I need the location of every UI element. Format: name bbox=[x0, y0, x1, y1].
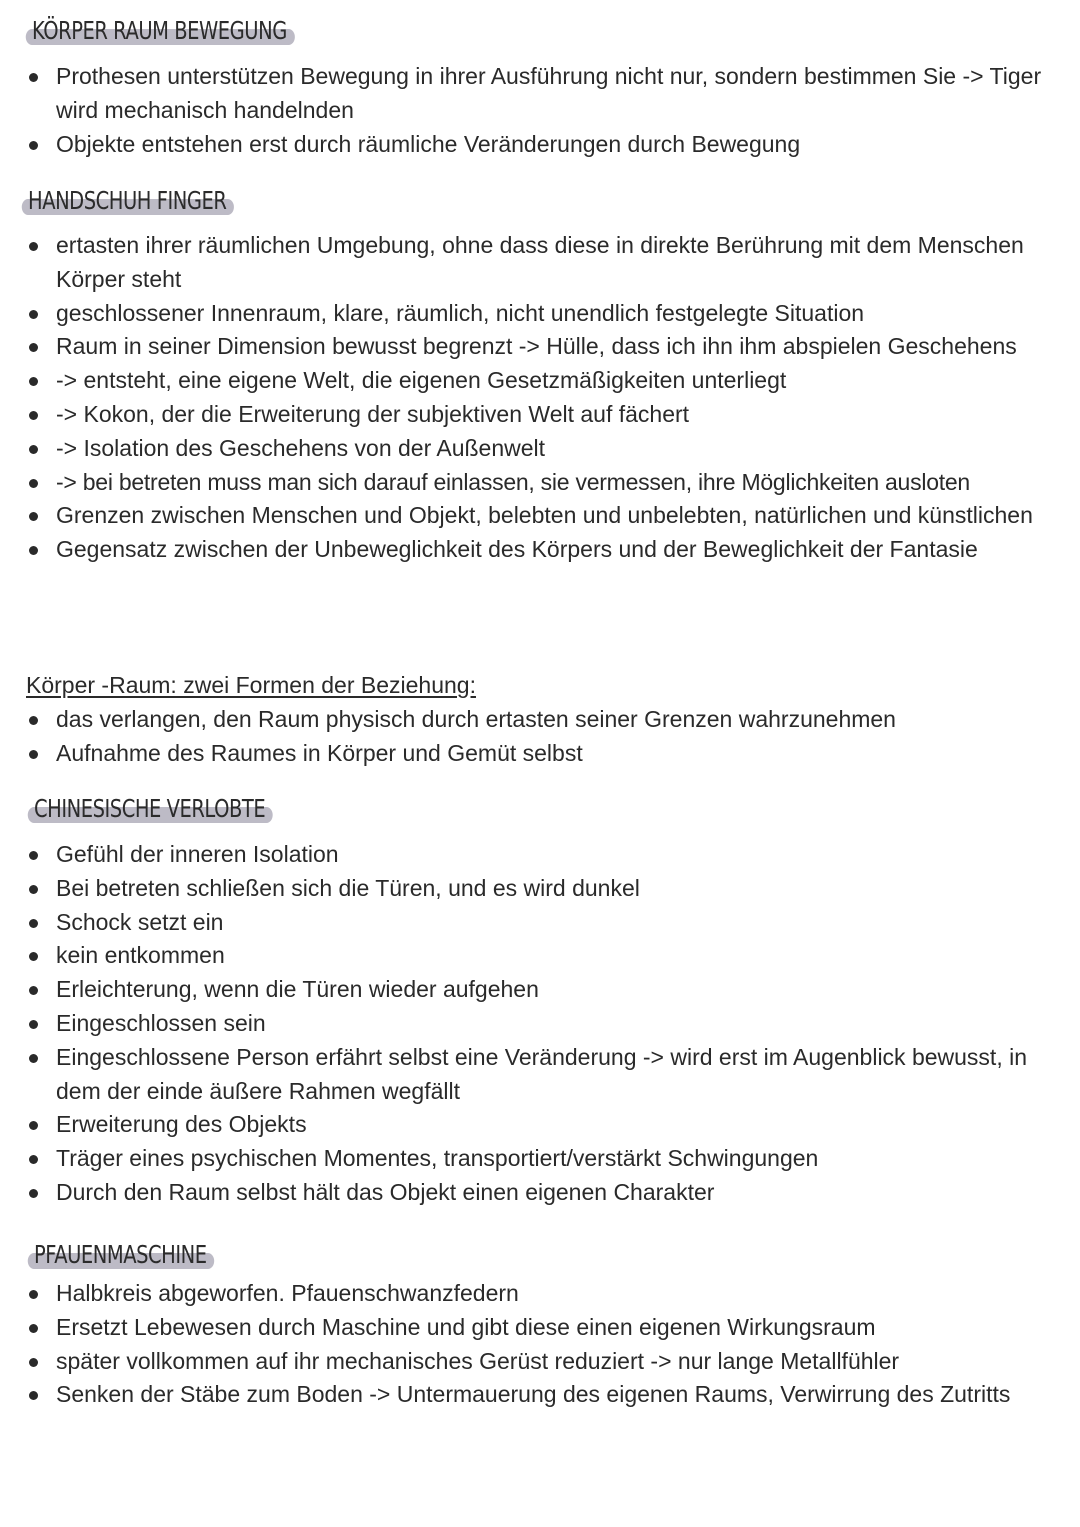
bullet-list-chinesische-verlobte bbox=[26, 838, 1076, 1210]
list-item: -> Isolation des Geschehens von der Außenwelt bbox=[26, 432, 1076, 466]
bullet-icon bbox=[29, 851, 38, 860]
list-item: Erweiterung des Objekts bbox=[26, 1108, 1076, 1142]
bullet-icon bbox=[29, 73, 38, 82]
bullet-icon bbox=[29, 242, 38, 251]
bullet-icon bbox=[29, 512, 38, 521]
list-item: Objekte entstehen erst durch räumliche Veränderungen durch Bewegung bbox=[26, 128, 1076, 162]
list-item: Schock setzt ein bbox=[26, 906, 1076, 940]
list-item: ertasten ihrer räumlichen Umgebung, ohne dass diese in direkte Berührung mit dem Menschen Körper steht bbox=[26, 229, 1076, 297]
list-item: Gegensatz zwischen der Unbeweglichkeit des Körpers und der Beweglichkeit der Fantasie bbox=[26, 533, 1076, 567]
heading-text: KÖRPER RAUM BEWEGUNG bbox=[32, 16, 287, 45]
bullet-icon bbox=[29, 343, 38, 352]
list-item: Aufnahme des Raumes in Körper und Gemüt selbst bbox=[26, 737, 1076, 771]
heading-text: CHINESISCHE VERLOBTE bbox=[34, 794, 266, 823]
list-item: -> Kokon, der die Erweiterung der subjektiven Welt auf fächert bbox=[26, 398, 1076, 432]
list-item: Erleichterung, wenn die Türen wieder aufgehen bbox=[26, 973, 1076, 1007]
list-item: Grenzen zwischen Menschen und Objekt, belebten und unbelebten, natürlichen und künstlichen bbox=[26, 499, 1076, 533]
bullet-icon bbox=[29, 377, 38, 386]
list-item: Gefühl der inneren Isolation bbox=[26, 838, 1076, 872]
section-heading-chinesische-verlobte bbox=[34, 794, 265, 824]
list-item: Senken der Stäbe zum Boden -> Untermauerung des eigenen Raums, Verwirrung des Zutritts bbox=[26, 1378, 1076, 1412]
bullet-icon bbox=[29, 1121, 38, 1130]
bullet-icon bbox=[29, 952, 38, 961]
list-item: Bei betreten schließen sich die Türen, und es wird dunkel bbox=[26, 872, 1076, 906]
section-heading-koerper-raum-bewegung bbox=[32, 16, 287, 46]
bullet-icon bbox=[29, 1324, 38, 1333]
list-item: später vollkommen auf ihr mechanisches Gerüst reduziert -> nur lange Metallfühler bbox=[26, 1345, 1076, 1379]
subheading-koerper-raum: Körper -Raum: zwei Formen der Beziehung: bbox=[26, 672, 476, 698]
bullet-icon bbox=[29, 716, 38, 725]
bullet-icon bbox=[29, 1020, 38, 1029]
list-item: -> entsteht, eine eigene Welt, die eigenen Gesetzmäßigkeiten unterliegt bbox=[26, 364, 1076, 398]
bullet-icon bbox=[29, 546, 38, 555]
bullet-icon bbox=[29, 1391, 38, 1400]
bullet-icon bbox=[29, 750, 38, 759]
list-item: Durch den Raum selbst hält das Objekt einen eigenen Charakter bbox=[26, 1176, 1076, 1210]
list-item: Träger eines psychischen Momentes, transportiert/verstärkt Schwingungen bbox=[26, 1142, 1076, 1176]
heading-text: HANDSCHUH FINGER bbox=[28, 186, 227, 215]
list-item: -> bei betreten muss man sich darauf einlassen, sie vermessen, ihre Möglichkeiten ausloten bbox=[26, 466, 1076, 500]
list-item: das verlangen, den Raum physisch durch ertasten seiner Grenzen wahrzunehmen bbox=[26, 703, 1076, 737]
bullet-icon bbox=[29, 1290, 38, 1299]
bullet-icon bbox=[29, 479, 38, 488]
list-item: kein entkommen bbox=[26, 939, 1076, 973]
bullet-list-handschuh-finger bbox=[26, 229, 1076, 567]
section-heading-handschuh-finger bbox=[28, 186, 226, 216]
bullet-icon bbox=[29, 310, 38, 319]
bullet-icon bbox=[29, 411, 38, 420]
bullet-list-koerper-raum-beziehung bbox=[26, 703, 1076, 771]
section-heading-pfauenmaschine bbox=[34, 1240, 207, 1270]
list-item: Eingeschlossene Person erfährt selbst eine Veränderung -> wird erst im Augenblick bewusst, in dem der einde äußere Rahmen wegfällt bbox=[26, 1041, 1076, 1109]
list-item: Eingeschlossen sein bbox=[26, 1007, 1076, 1041]
bullet-icon bbox=[29, 986, 38, 995]
bullet-icon bbox=[29, 445, 38, 454]
bullet-icon bbox=[29, 1358, 38, 1367]
bullet-icon bbox=[29, 885, 38, 894]
list-item: Prothesen unterstützen Bewegung in ihrer Ausführung nicht nur, sondern bestimmen Sie -> Tiger wird mechanisch handelnden bbox=[26, 60, 1076, 128]
bullet-icon bbox=[29, 141, 38, 150]
bullet-icon bbox=[29, 1155, 38, 1164]
bullet-list-koerper-raum-bewegung bbox=[26, 60, 1076, 161]
bullet-icon bbox=[29, 1189, 38, 1198]
list-item: Raum in seiner Dimension bewusst begrenzt -> Hülle, dass ich ihn ihm abspielen Geschehens bbox=[26, 330, 1076, 364]
list-item: Halbkreis abgeworfen. Pfauenschwanzfedern bbox=[26, 1277, 1076, 1311]
bullet-icon bbox=[29, 919, 38, 928]
bullet-icon bbox=[29, 1054, 38, 1063]
list-item: geschlossener Innenraum, klare, räumlich, nicht unendlich festgelegte Situation bbox=[26, 297, 1076, 331]
list-item: Ersetzt Lebewesen durch Maschine und gibt diese einen eigenen Wirkungsraum bbox=[26, 1311, 1076, 1345]
bullet-list-pfauenmaschine bbox=[26, 1277, 1076, 1412]
heading-text: PFAUENMASCHINE bbox=[34, 1240, 207, 1269]
